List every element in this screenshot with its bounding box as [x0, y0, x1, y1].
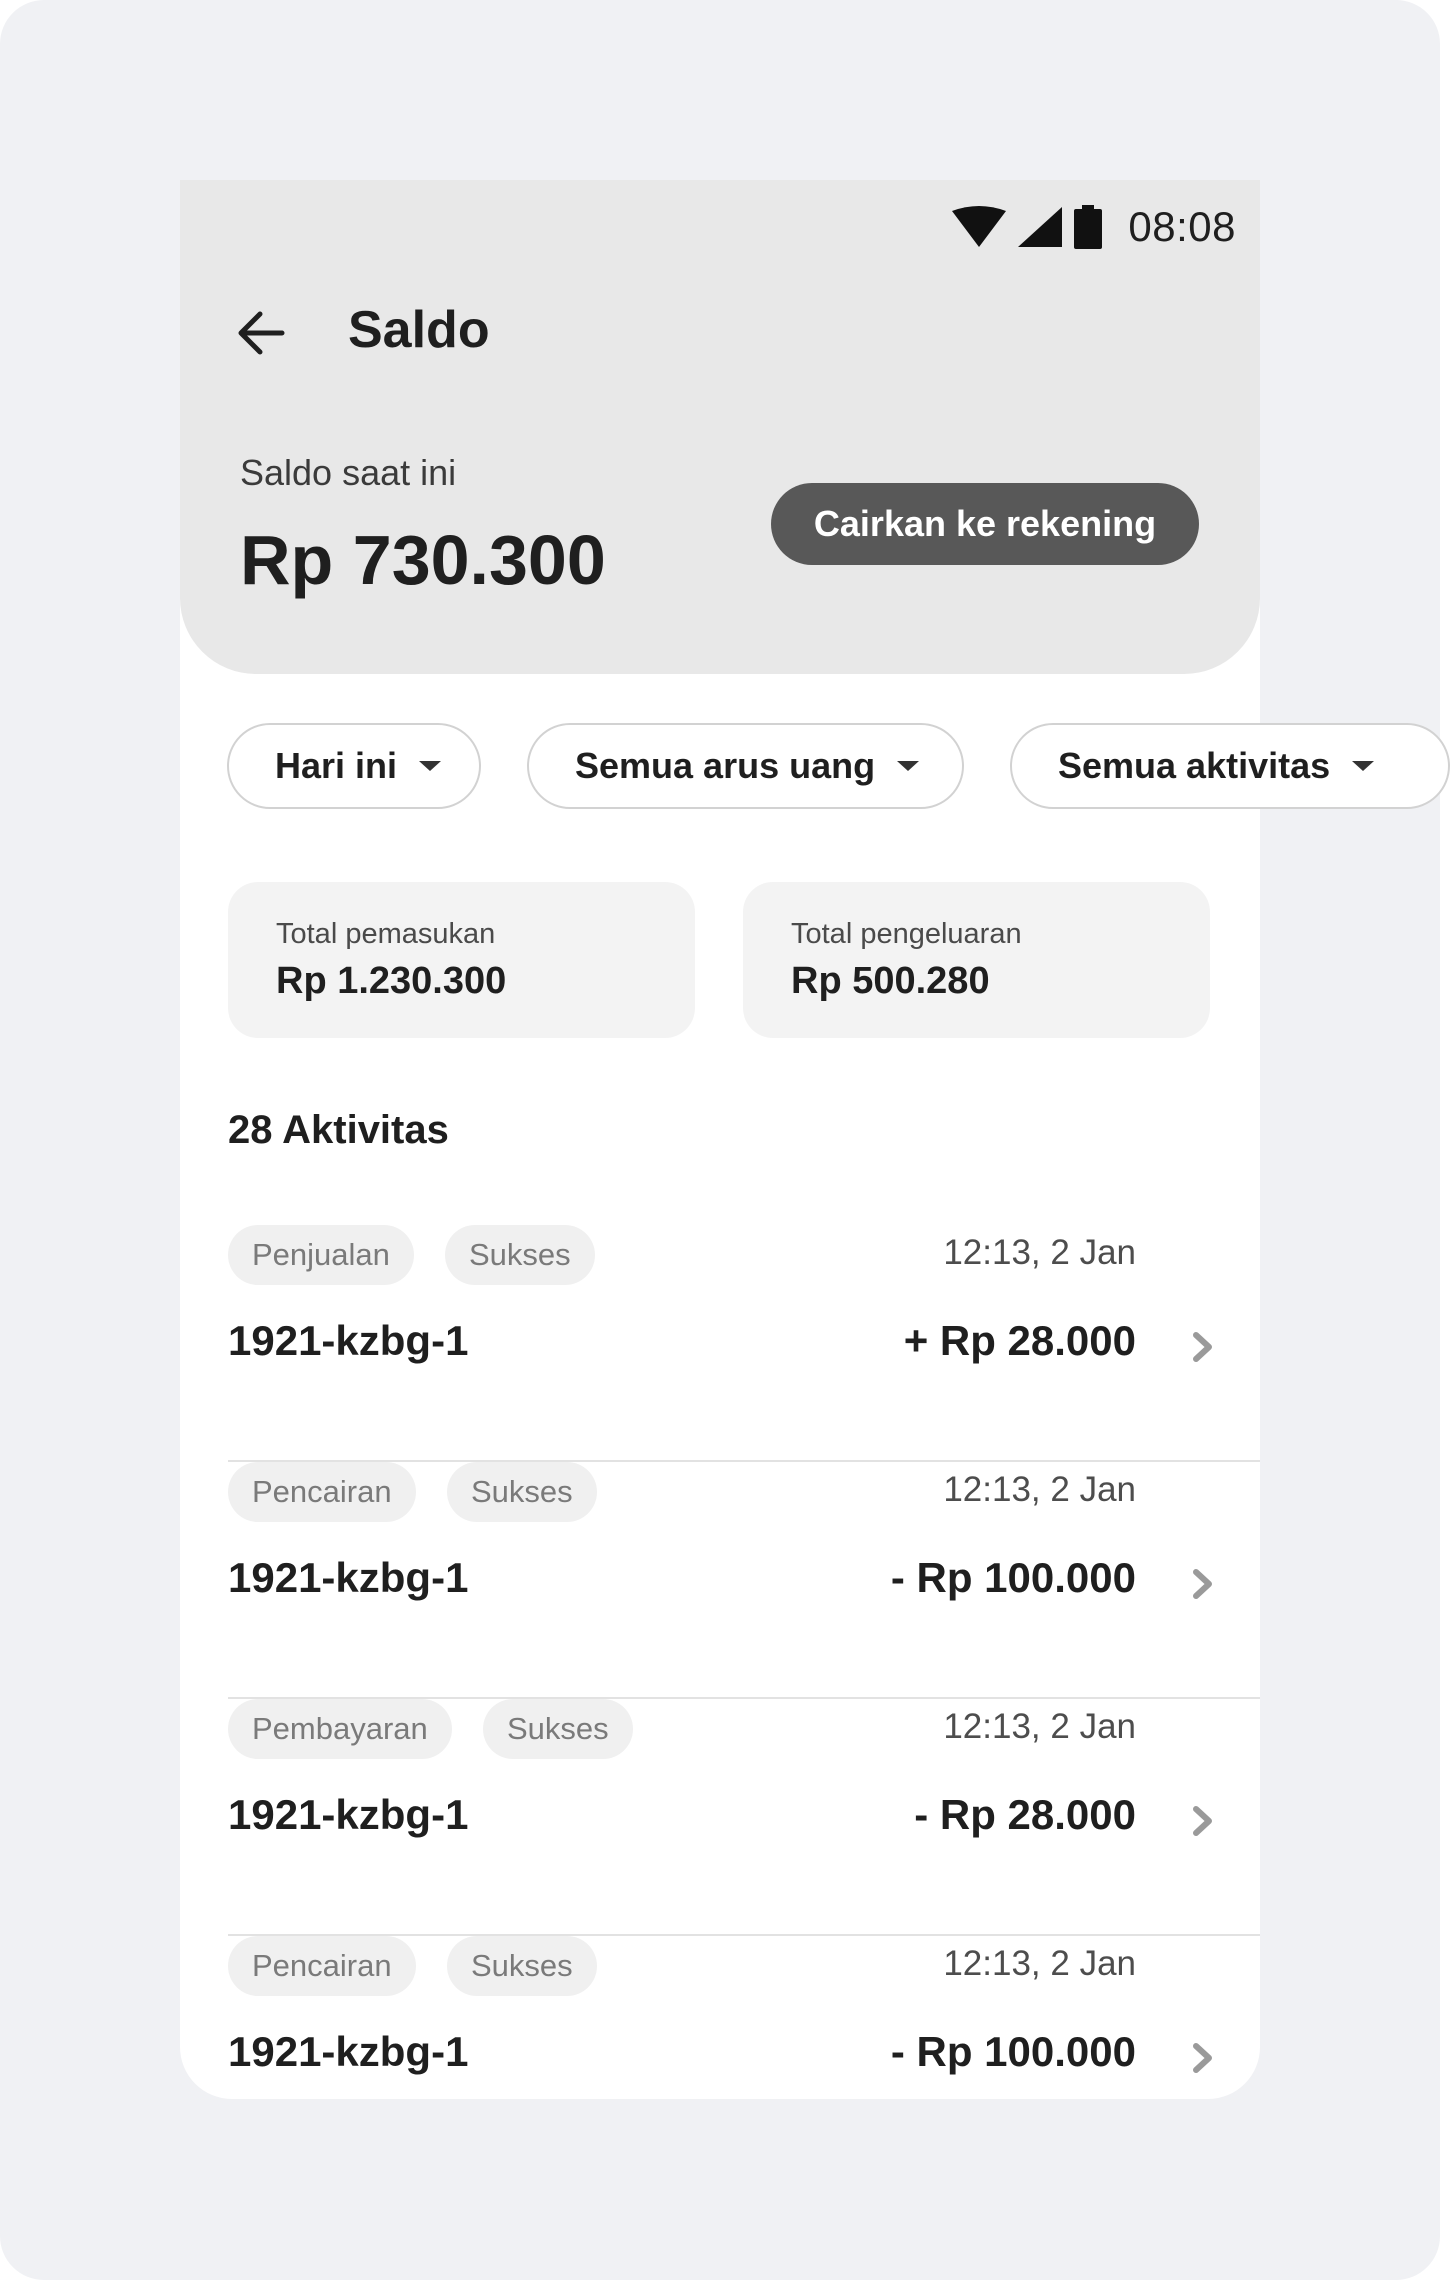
chevron-right-icon [1188, 2038, 1218, 2078]
transaction-status-tag: Sukses [447, 1936, 597, 1996]
withdraw-to-account-button[interactable]: Cairkan ke rekening [771, 483, 1199, 565]
balance-header [180, 180, 1260, 674]
transaction-row[interactable] [228, 1225, 1260, 1462]
filter-cashflow-chip[interactable] [527, 723, 964, 809]
activity-count: 28 Aktivitas [228, 1108, 449, 1152]
income-label: Total pemasukan [276, 918, 496, 950]
transaction-time: 12:13, 2 Jan [943, 1944, 1136, 1983]
transaction-type-tag: Penjualan [228, 1225, 414, 1285]
status-bar [952, 192, 1236, 262]
transaction-amount: - Rp 100.000 [890, 2028, 1136, 2075]
balance-label: Saldo saat ini [240, 452, 457, 493]
expense-summary-card [743, 882, 1210, 1038]
transaction-id: 1921-kzbg-1 [228, 1791, 469, 1838]
caret-down-icon [897, 761, 919, 771]
arrow-left-icon[interactable] [232, 303, 292, 363]
status-time: 08:08 [1128, 203, 1236, 250]
transaction-time: 12:13, 2 Jan [943, 1707, 1136, 1746]
chevron-right-icon [1188, 1327, 1218, 1367]
filter-date-label: Hari ini [275, 745, 398, 786]
transaction-time: 12:13, 2 Jan [943, 1233, 1136, 1272]
filter-activity-label: Semua aktivitas [1058, 745, 1331, 786]
signal-icon [1018, 207, 1062, 247]
transaction-id: 1921-kzbg-1 [228, 2028, 469, 2075]
filter-chips [227, 723, 1331, 813]
income-value: Rp 1.230.300 [276, 960, 507, 1002]
transaction-type-tag: Pencairan [228, 1936, 416, 1996]
battery-icon [1074, 205, 1102, 249]
chevron-right-icon [1188, 1564, 1218, 1604]
expense-label: Total pengeluaran [791, 918, 1022, 950]
transaction-status-tag: Sukses [483, 1699, 633, 1759]
page-title: Saldo [348, 301, 490, 359]
filter-cashflow-label: Semua arus uang [575, 745, 876, 786]
transaction-id: 1921-kzbg-1 [228, 1554, 469, 1601]
phone-screen [180, 180, 1331, 2099]
expense-value: Rp 500.280 [791, 960, 990, 1002]
income-summary-card [228, 882, 695, 1038]
transaction-amount: - Rp 28.000 [914, 1791, 1136, 1838]
filter-activity-chip[interactable] [1010, 723, 1450, 809]
chevron-right-icon [1188, 1801, 1218, 1841]
transaction-status-tag: Sukses [445, 1225, 595, 1285]
wifi-icon [952, 207, 1006, 247]
transaction-amount: + Rp 28.000 [903, 1317, 1136, 1364]
filter-date-chip[interactable] [227, 723, 481, 809]
transaction-time: 12:13, 2 Jan [943, 1470, 1136, 1509]
transaction-type-tag: Pembayaran [228, 1699, 452, 1759]
balance-value: Rp 730.300 [240, 521, 606, 599]
transaction-amount: - Rp 100.000 [890, 1554, 1136, 1601]
transaction-row[interactable] [228, 1699, 1260, 1936]
transaction-row[interactable] [228, 1936, 1260, 2173]
transaction-id: 1921-kzbg-1 [228, 1317, 469, 1364]
caret-down-icon [419, 761, 441, 771]
transaction-row[interactable] [228, 1462, 1260, 1699]
caret-down-icon [1352, 761, 1374, 771]
transaction-type-tag: Pencairan [228, 1462, 416, 1522]
transaction-status-tag: Sukses [447, 1462, 597, 1522]
